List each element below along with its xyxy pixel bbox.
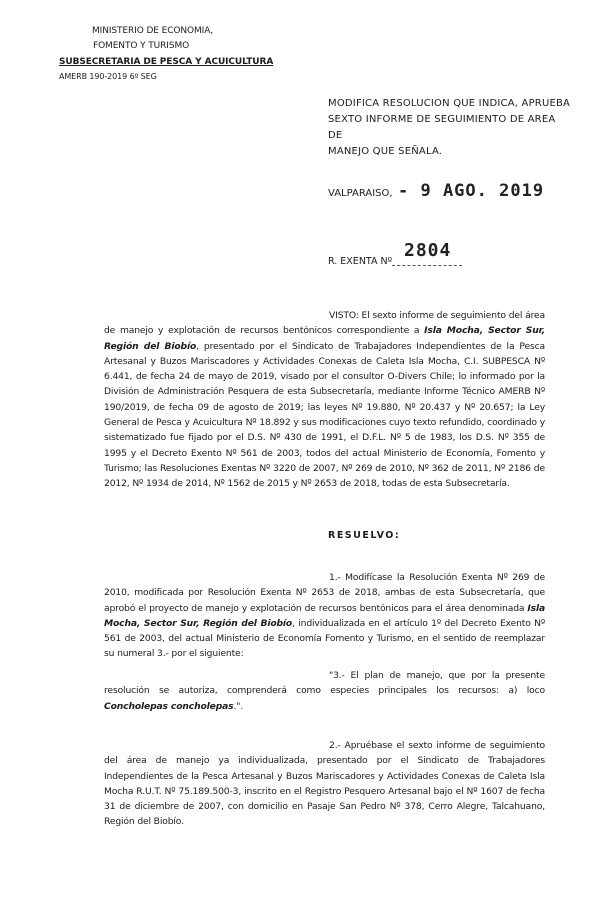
resuelvo-heading: RESUELVO:: [328, 530, 401, 541]
place-label: VALPARAISO,: [328, 188, 393, 199]
letterhead: [30, 8, 274, 81]
title-line-1: MODIFICA RESOLUCION QUE INDICA, APRUEBA: [328, 98, 571, 109]
quote-text-c: .".: [233, 700, 244, 712]
quoted-numeral-3: [104, 668, 545, 714]
title-line-2: SEXTO INFORME DE SEGUIMIENTO DE AREA DE: [328, 114, 556, 141]
ministry-line-2: FOMENTO Y TURISMO: [93, 41, 190, 51]
visto-text-a: VISTO: El sexto informe de seguimiento del área de manejo y explotación de recursos bentónicos correspondiente a: [104, 310, 545, 337]
title-line-3: MANEJO QUE SEÑALA.: [328, 146, 443, 157]
exenta-label: R. EXENTA Nº: [328, 256, 393, 267]
visto-text-c: , presentado por el Sindicato de Trabajadores Independientes de la Pesca Artesanal y Buzos Mariscadores y Actividades Conexas de Caleta Isla Mocha, C.I. SUBPESCA Nº 6.441, de fecha 24 de mayo de 2019, visado por el consultor O-Divers Chile; lo informado por la División de Administración Pesquera de esta Subsecretaría, mediante Informe Técnico AMERB Nº 190/2019, de fecha 09 de agosto de 2019; las leyes Nº 19.880, Nº 20.437 y Nº 20.657; la Ley General de Pesca y Acuicultura Nº 18.892 y sus modificaciones cuyo texto refundido, coordinado y sistematizado fue fijado por el D.S. Nº 430 de 1991, el D.F.L. Nº 5 de 1983, los D.S. Nº 355 de 1995 y el Decreto Exento Nº 561 de 2003, todos del actual Ministerio de Economía, Fomento y Turismo; las Resoluciones Exentas Nº 3220 de 2007, Nº 269 de 2010, Nº 362 de 2011, Nº 2186 de 2012, Nº 1934 de 2014, Nº 1562 de 2015 y Nº 2653 de 2018, todas de esta Subsecretaría.: [104, 340, 545, 490]
visto-paragraph: [104, 308, 545, 492]
visto-area-name: Isla Mocha, Sector Sur, Región del Biobío: [104, 325, 545, 352]
exenta-number: 2804: [404, 240, 452, 261]
species-name: Concholepas concholepas: [104, 700, 234, 712]
ministry-line: MINISTERIO DE ECONOMIA,: [92, 26, 214, 36]
resolution-title: [328, 96, 573, 160]
quote-text-a: "3.- El plan de manejo, que por la presente resolución se autoriza, comprenderá como especies principales los recursos: a) loco: [104, 670, 545, 697]
item-2-paragraph: 2.- Apruébase el sexto informe de seguimiento del área de manejo ya individualizada, presentado por el Sindicato de Trabajadores Independientes de la Pesca Artesanal y Buzos Mariscadores y Actividades Conexas de Caleta Isla Mocha R.U.T. Nº 75.189.500-3, inscrito en el Registro Pesquero Artesanal bajo el Nº 1607 de fecha 31 de diciembre de 2007, con domicilio en Pasaje San Pedro Nº 378, Cerro Alegre, Talcahuano, Región del Biobío.: [104, 740, 545, 828]
item-1-area-name: Isla Mocha, Sector Sur, Región del Biobío: [104, 602, 545, 629]
undersecretariat-line: SUBSECRETARIA DE PESCA Y ACUICULTURA: [59, 57, 274, 67]
item-1-text-a: 1.- Modifícase la Resolución Exenta Nº 269 de 2010, modificada por Resolución Exenta Nº 2653 de 2018, ambas de esta Subsecretaría, que aprobó el proyecto de manejo y explotación de recursos bentónicos para el área denominada: [104, 572, 545, 614]
item-1-paragraph: [104, 570, 545, 662]
item-1-text-c: , individualizada en el artículo 1º del Decreto Exento Nº 561 de 2003, del actual Ministerio de Economía Fomento y Turismo, en el sentido de reemplazar su numeral 3.- por el siguiente:: [104, 617, 545, 660]
reference-code: AMERB 190-2019 6º SEG: [59, 72, 157, 81]
exenta-underline: [392, 265, 462, 266]
date-stamp: - 9 AGO. 2019: [398, 181, 545, 201]
